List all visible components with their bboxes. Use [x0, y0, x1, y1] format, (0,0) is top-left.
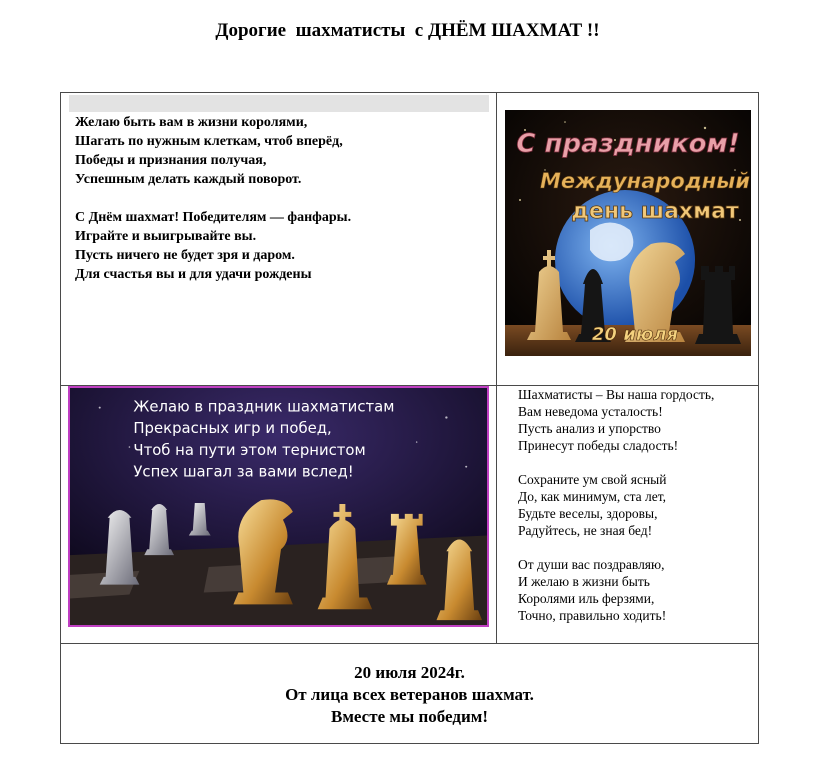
poem-line: От души вас поздравляю,: [518, 557, 665, 572]
card1-date: 20 июля: [591, 324, 679, 345]
poem-line: Шахматисты – Вы наша гордость,: [518, 387, 715, 402]
poem-line: Для счастья вы и для удачи рождены: [75, 267, 312, 282]
footer-cell: [61, 644, 759, 744]
poem-right-cell: [497, 386, 759, 644]
card1-subtitle: Международный: [540, 169, 750, 193]
poem-line: До, как минимум, ста лет,: [518, 489, 667, 504]
poem-right: [518, 386, 714, 624]
card2-line: Прекрасных игр и побед,: [133, 420, 332, 438]
poem-line: И желаю в жизни быть: [518, 574, 650, 589]
poem-line: Шагать по нужным клеткам, чтоб вперёд,: [75, 134, 343, 149]
poem-line: Вам неведома усталость!: [518, 404, 663, 419]
poem-line: Принесут победы сладость!: [518, 438, 679, 453]
poem-line: Победы и признания получая,: [75, 153, 267, 168]
poem-line: Королями иль ферзями,: [518, 591, 655, 606]
poem-line: Точно, правильно ходить!: [518, 608, 667, 623]
poem-line: Играйте и выигрывайте вы.: [75, 229, 257, 244]
card2-cell: [61, 386, 497, 644]
page-title: Дорогие шахматисты с ДНЁМ ШАХМАТ !!: [215, 20, 600, 41]
card2-line: Чтоб на пути этом тернистом: [133, 441, 366, 459]
poem-line: Успешным делать каждый поворот.: [75, 172, 302, 187]
chess-pieces-card-image: [68, 386, 489, 627]
poem-line: С Днём шахмат! Победителям — фанфары.: [75, 210, 352, 225]
highlight-bar: [69, 95, 489, 112]
card2-line: Желаю в праздник шахматистам: [133, 398, 395, 416]
poem-left: [75, 113, 351, 284]
poem-line: Радуйтесь, не зная бед!: [518, 523, 653, 538]
footer-text: [61, 644, 758, 728]
poem-line: Сохраните ум свой ясный: [518, 472, 667, 487]
footer-date: 20 июля 2024г.: [354, 663, 465, 682]
poem-line: Желаю быть вам в жизни королями,: [75, 115, 308, 130]
poem-line: Пусть ничего не будет зря и даром.: [75, 248, 295, 263]
chess-day-card-image: [505, 110, 751, 356]
poem-left-cell: [61, 93, 497, 386]
footer-signature: От лица всех ветеранов шахмат.: [285, 685, 534, 704]
card2-line: Успех шагал за вами вслед!: [133, 463, 354, 481]
footer-motto: Вместе мы победим!: [331, 707, 488, 726]
card1-title: С праздником!: [516, 129, 740, 159]
card1-subtitle2: день шахмат: [571, 199, 739, 224]
greeting-table: [60, 92, 759, 744]
poem-line: Будьте веселы, здоровы,: [518, 506, 658, 521]
poem-line: Пусть анализ и упорство: [518, 421, 661, 436]
card1-cell: [497, 93, 759, 386]
